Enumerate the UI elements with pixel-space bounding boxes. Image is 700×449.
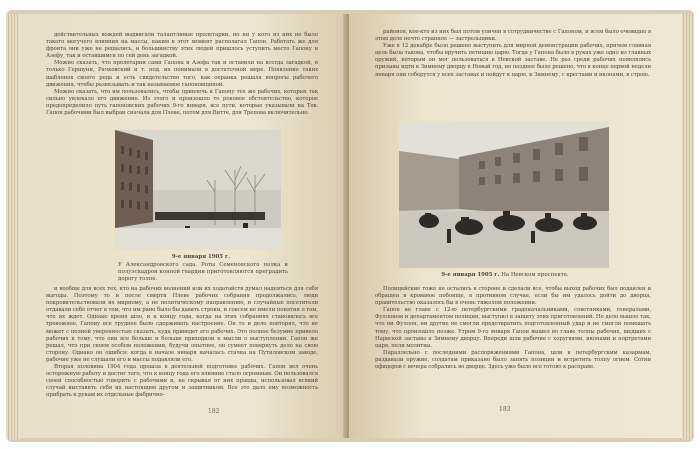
- caption-title: 9-е января 1905 г.: [441, 272, 500, 278]
- left-photo-caption-text: [118, 262, 288, 282]
- left-photo-caption: [121, 254, 281, 261]
- caption-text: На Невском проспекте.: [501, 272, 569, 278]
- right-text-top: [375, 29, 651, 79]
- left-text-top: [46, 32, 318, 117]
- paragraph: Вторая половина 1904 года прошла в деятельной подготовке рабочих. Гапон вел очень осторожную работу и достиг того, что к концу года его влияние стало огромным. Он пользовался своей способностью говорить с рабочими и, не скрывая от них правды, использовал всякий случай выставить себя их настоящим другом и защитником. Все это дало ему возможность прибрать к рукам их отдельные фабрично-: [46, 364, 318, 399]
- photo-nevsky-prospect: [399, 121, 609, 268]
- page-number-left: 182: [208, 408, 220, 415]
- caption-text: У Александровского сада. Роты Семеновского полка и полуэскадрон конной гвардии приготовляются преградить дорогу толпе.: [118, 262, 288, 282]
- paragraph: Уже в 12 декабре было решено выступить для мирной демонстрации рабочих, причем главная цель была такова, чтобы вручить петицию царю. Тогда у Гапона было в руках уже одно из главных оружий, которым он мог пользоваться в Невской заставе. Не раз среди рабочих появлялись призывы идти к Зимнему дворцу в Новый год, но позднее было решено, что в конце первой недели января они соберутся у всех заставах и пойдут к царю, к Зимнему, с крестами и иконами, в строю.: [375, 43, 651, 78]
- page-edges-right: [680, 14, 694, 440]
- page-number-right: 183: [499, 406, 511, 413]
- right-page: [349, 14, 682, 438]
- paragraph: Можно сказать, что пролетарии сами Гапона и Азефа так и оставили на всегда загадкой, и только Гершуни, Рачковский и т. под. их понимали в достаточной мере. Появление таких шаблонов своего рода и есть свидетельство того, как охранка решала вопросы рабочего движения, чтобы развязывать и так называемое гапоновщиной.: [46, 60, 318, 88]
- left-page: [18, 14, 346, 438]
- left-text-bottom: [46, 286, 318, 400]
- paragraph: действительных вождей выдвигали талантливые пролетарии, но ни у кого из них не было такого могучего влияния на массы, каким в этот момент располагал Гапон. Работать же для фронта они уже не решались, и большинству этих людей пришлось уступить место Гапону и Азефу, так и оставшимся по сей день загадкой.: [46, 32, 318, 60]
- paragraph: районов, кое-кто из них был потом уличен в сотрудничестве с Гапоном, и всем было очевидно в этом деле нечто странное — застрельщики.: [375, 29, 651, 43]
- right-text-bottom: [375, 286, 651, 371]
- paragraph: Гапон во главе с 12-ю петербургскими градоначальниками, советниками, генералами, Фуллоном и департаментом полиции, выступил в защиту этих приготовлений. Но дело вышло так, что ни Фуллон, ни другие не смогли предотвратить подготовленный удар и не смогли помешать тому, что произошло позже. Утром 9-го января Гапон вышел во главе толпы рабочих, шедших с Нарвской заставы к Зимнему дворцу. Впереди шли рабочие с хоругвями, иконами и портретами царя, пели молитвы.: [375, 307, 651, 349]
- caption-title: 9-е января 1905 г.: [171, 254, 231, 260]
- paragraph: Параллельно с последними распоряжениями Гапона, шли к петербургским казармам, раздавали оружие, солдатам приказано было занять позиции и встретить толпу огнем. Сотни офицеров с вечера собрались во дворце. Здесь уже было все готово к расправе.: [375, 349, 651, 371]
- photo-alexander-garden: [115, 130, 281, 250]
- paragraph: и вообще для всех тех, кто на рабочих волнений или их ходатайств думал надеяться для себя выгоды. Поэтому то и после смерти Плеве рабочих собрания продолжались, люди покровительствовали их мирному, а не политическому направлению, и случайные посетители отдавали себе отчет в том, что им рано было бы давать строки, и совсем не имели понятия о том, что их ждет. Однако время шло, и к концу года, когда на этих собраниях становилось все тревожнее, Гапону все труднее было сдерживать настроение. Он то и дело повторял, что не может с полной уверенностью сказать, куда приведет его рабочих. Это полное безумие привело рабочих к тому, что они все больше и больше приходили к мысли о выступлении. Гапон же решал, что при своем особом положении, будучи опытнее, он сумеет повернуть дело на свою сторону. Однако он ошибся: когда в начале января началась стачка на Путиловском заводе, рабочие уже не слушали его и массы подавляли его.: [46, 286, 318, 363]
- right-photo-caption: [405, 272, 605, 279]
- paragraph: Можно сказать, что им пользовались, чтобы привлечь к Гапону тех же рабочих, которых так сильно увлекало его движение. Из этого и произошло то роковое обстоятельство, которое предопределило путь гапоновских рабочих 9-го января, все пути, которые указывали на Тов. Гапон рабочими был выбран сначала для Плеве, потом для Витте, для Трепова включительно.: [46, 88, 318, 117]
- paragraph: Полицейские тоже не остались в стороне и сделали все, чтобы выход рабочих был подавлен и обращен в кровавое побоище, в противном случае, если бы им удалось дойти до дворца, правительство оказалось бы в очень тяжелом положении.: [375, 286, 651, 307]
